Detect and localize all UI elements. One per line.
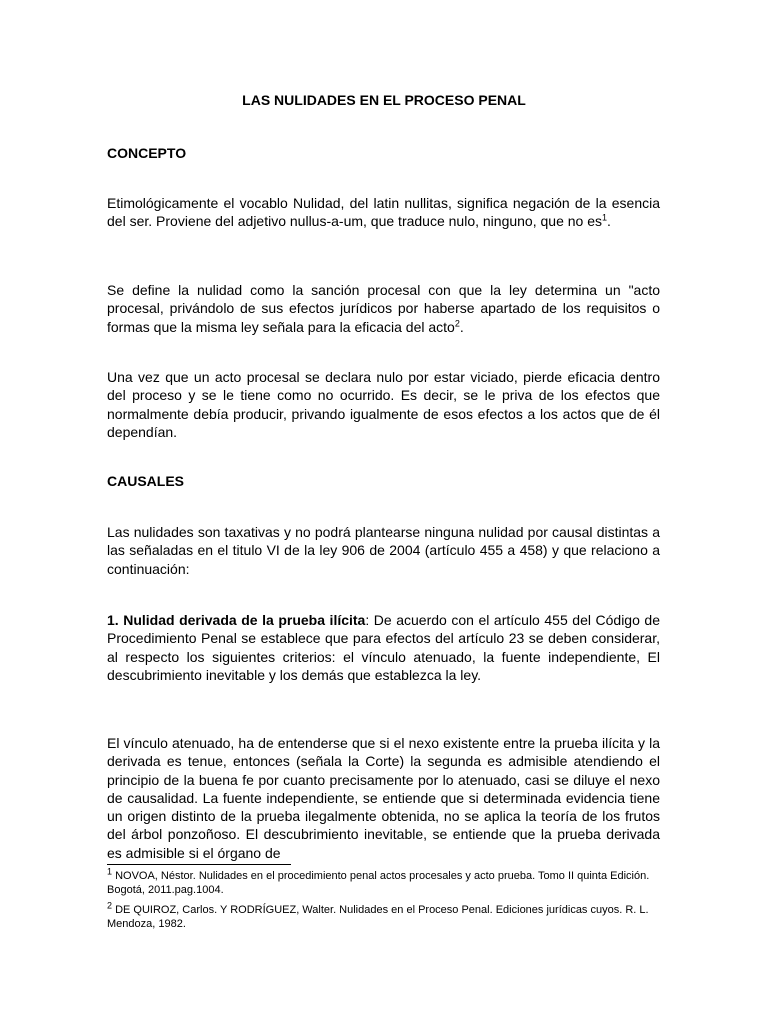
footnote-reference: 2 <box>454 317 460 328</box>
paragraph-text-end: . <box>459 318 464 335</box>
footnote-reference: 1 <box>602 212 608 223</box>
footnote-divider <box>107 864 291 865</box>
paragraph-prueba-ilicita <box>107 611 660 684</box>
paragraph-vinculo-atenuado: El vínculo atenuado, ha de entenderse que si el nexo existente entre la prueba ilícita y la derivada es tenue, entonces (señala la Corte) la segunda es admisible atendiendo el principio de la buena fe por cuanto precisamente por lo atenuado, casi se diluye el nexo de causalidad. La fuente independiente, se entiende que si determinada evidencia tiene un origen distinto de la prueba ilegalmente obtenida, no se aplica la teoría de los frutos del árbol ponzoñoso. El descubrimiento inevitable, se entiende que la prueba derivada es admisible si el órgano de <box>107 735 660 861</box>
footnote-mark: 2 <box>107 900 113 911</box>
section-heading-causales: CAUSALES <box>107 473 185 489</box>
paragraph-text: Se define la nulidad como la sanción procesal con que la ley determina un "acto procesal, privándolo de sus efectos jurídicos por haberse apartado de los requisitos o formas que la misma ley señala para la eficacia del acto <box>107 282 660 335</box>
paragraph-efectos: Una vez que un acto procesal se declara nulo por estar viciado, pierde eficacia dentro del proceso y se le tiene como no ocurrido. Es decir, se le priva de los efectos que normalmente debía producir, privando igualmente de esos efectos a los actos que de él dependían. <box>107 369 660 440</box>
paragraph-text: Etimológicamente el vocablo Nulidad, del latin nullitas, significa negación de la esencia del ser. Proviene del adjetivo nullus-a-um, que traduce nulo, ninguno, que no es <box>107 195 660 230</box>
paragraph-definicion <box>107 281 660 336</box>
section-heading-concepto: CONCEPTO <box>107 145 187 161</box>
footnote-text: DE QUIROZ, Carlos. Y RODRÍGUEZ, Walter. Nulidades en el Proceso Penal. Ediciones jurídicas cuyos. R. L. Mendoza, 1982. <box>107 904 649 930</box>
footnote-1 <box>107 866 660 897</box>
footnote-2 <box>107 900 660 931</box>
footnote-mark: 1 <box>107 866 113 877</box>
item-heading: 1. Nulidad derivada de la prueba ilícita <box>107 612 366 628</box>
document-title: LAS NULIDADES EN EL PROCESO PENAL <box>242 92 526 108</box>
paragraph-taxativas: Las nulidades son taxativas y no podrá plantearse ninguna nulidad por causal distintas a las señaladas en el titulo VI de la ley 906 de 2004 (artículo 455 a 458) y que relaciono a continuación: <box>107 524 660 577</box>
footnote-text: NOVOA, Néstor. Nulidades en el procedimiento penal actos procesales y acto prueba. Tomo II quinta Edición. Bogotá, 2011.pag.1004. <box>107 870 650 896</box>
item-text: : De acuerdo con el artículo 455 del Código de Procedimiento Penal se establece que para efectos del artículo 23 se deben considerar, al respecto los siguientes criterios: el vínculo atenuado, la fuente independiente, El descubrimiento inevitable y los demás que establezca la ley. <box>107 612 660 683</box>
paragraph-text-end: . <box>607 213 611 230</box>
paragraph-etimologia <box>107 194 660 231</box>
